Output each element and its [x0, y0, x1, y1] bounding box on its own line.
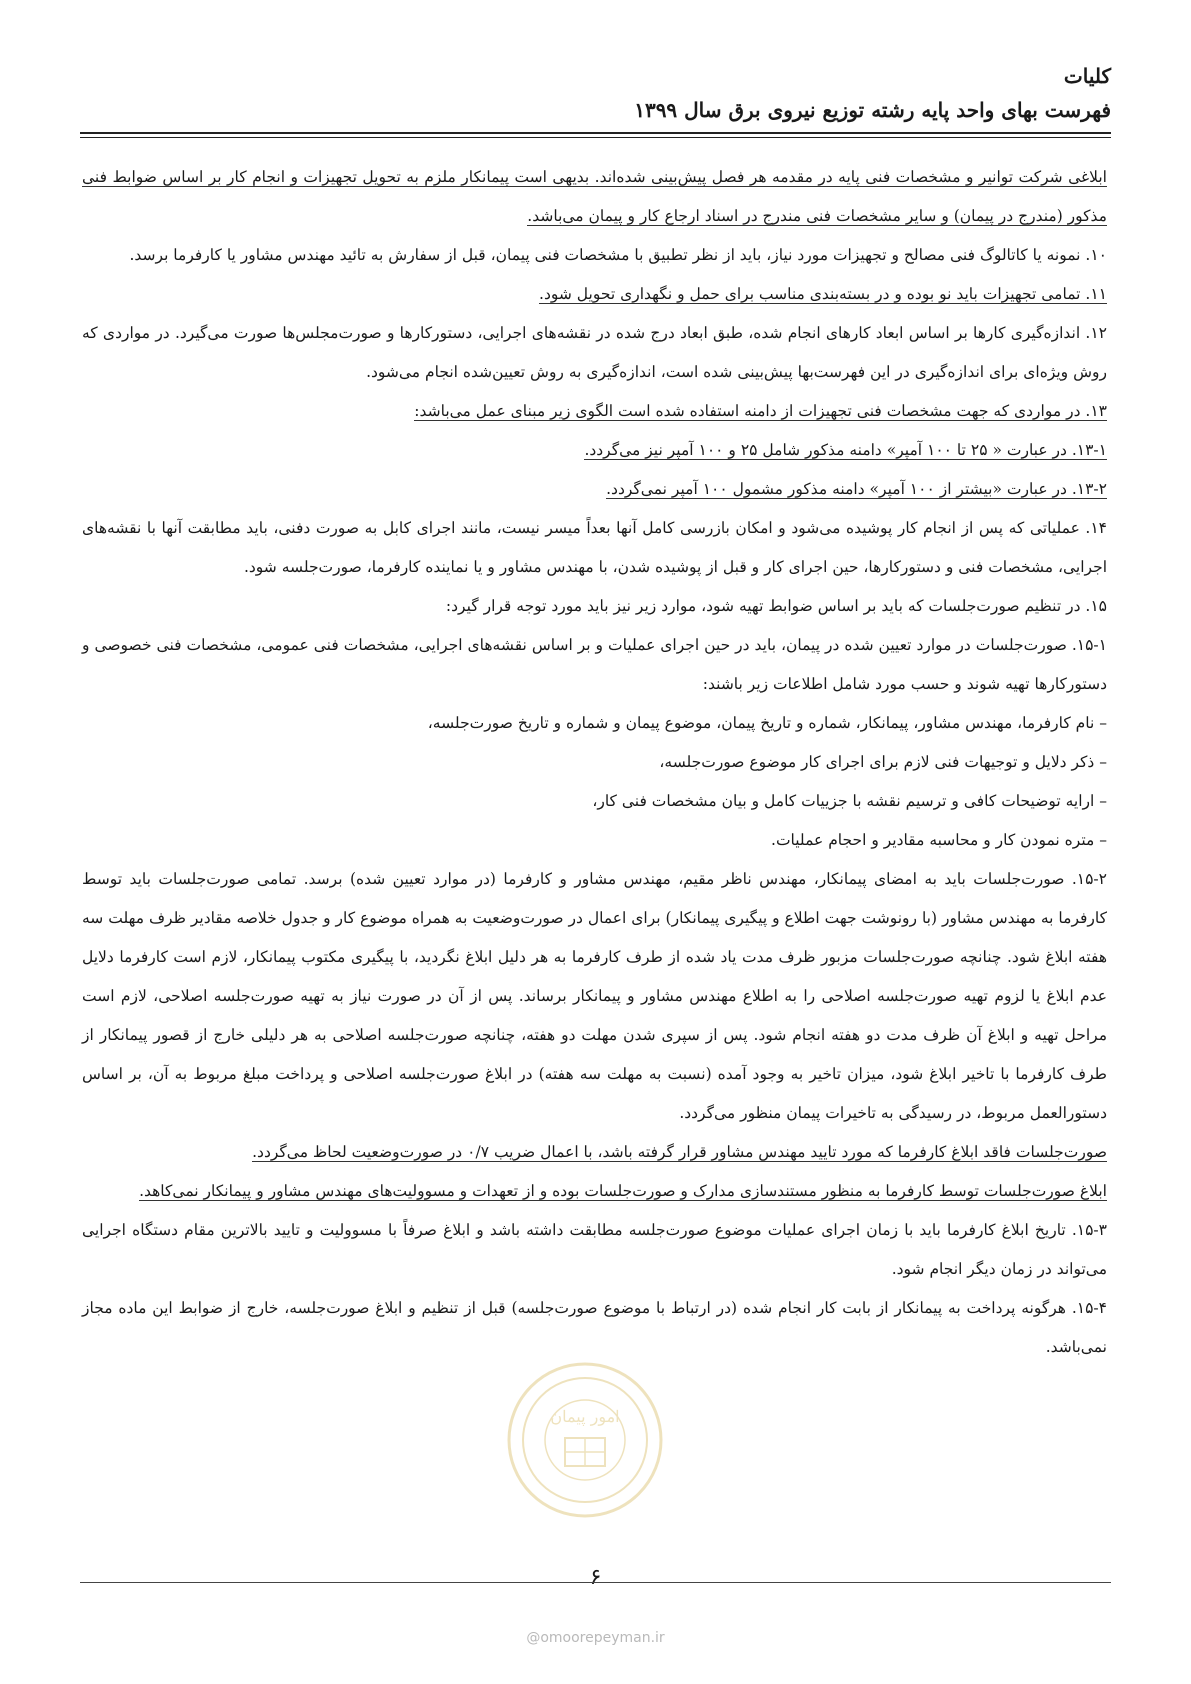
list-item: [82, 782, 1107, 821]
paragraph: [82, 392, 1107, 431]
paragraph-text: ۱۲. اندازه‌گیری کارها بر اساس ابعاد کارهای انجام شده، طبق ابعاد درج شده در نقشه‌های اجرایی، دستورکارها و صورت‌مجلس‌ها صورت می‌گیرد. در مواردی که روش ویژه‌ای برای اندازه‌گیری در این فهرست‌بها پیش‌بینی شده است، اندازه‌گیری به روش تعیین‌شده انجام می‌شود.: [82, 324, 1107, 381]
paragraph: [82, 626, 1107, 704]
paragraph: [82, 860, 1107, 1133]
paragraph: [82, 431, 1107, 470]
list-item: [82, 704, 1107, 743]
paragraph-text: ۱۳-۲. در عبارت «بیشتر از ۱۰۰ آمپر» دامنه مذکور مشمول ۱۰۰ آمپر نمی‌گردد.: [606, 480, 1107, 498]
paragraph-text: ۱۴. عملیاتی که پس از انجام کار پوشیده می‌شود و امکان بازرسی کامل آنها بعداً میسر نیست، مانند اجرای کابل به صورت دفنی، باید مطابقت آنها با نقشه‌های اجرایی، مشخصات فنی و دستورکارها، حین اجرای کار و قبل از پوشیده شدن، با مهندس مشاور و یا نماینده کارفرما، صورت‌جلسه شود.: [82, 519, 1107, 576]
paragraph-text: ۱۵-۴. هرگونه پرداخت به پیمانکار از بابت کار انجام شده (در ارتباط با موضوع صورت‌جلسه) قبل از تنظیم و ابلاغ صورت‌جلسه، خارج از ضوابط این ماده مجاز نمی‌باشد.: [82, 1299, 1107, 1356]
paragraph: [82, 1172, 1107, 1211]
paragraph: [82, 275, 1107, 314]
paragraph-text: – ارایه توضیحات کافی و ترسیم نقشه با جزییات کامل و بیان مشخصات فنی کار،: [592, 792, 1107, 810]
paragraph-text: ۱۱. تمامی تجهیزات باید نو بوده و در بسته‌بندی مناسب برای حمل و نگهداری تحویل شود.: [539, 285, 1107, 303]
document-body: [82, 158, 1107, 1367]
paragraph: [82, 314, 1107, 392]
paragraph-text: ۱۳. در مواردی که جهت مشخصات فنی تجهیزات از دامنه استفاده شده است الگوی زیر مبنای عمل می‌باشد:: [414, 402, 1107, 420]
paragraph: [82, 1133, 1107, 1172]
paragraph-text: ۱۰. نمونه یا کاتالوگ فنی مصالح و تجهیزات مورد نیاز، باید از نظر تطبیق با مشخصات فنی پیمان، قبل از سفارش به تائید مهندس مشاور یا کارفرما برسد.: [129, 246, 1107, 264]
header-title: کلیات: [1063, 64, 1111, 88]
page-number: ۶: [589, 1565, 602, 1590]
paragraph-text: صورت‌جلسات فاقد ابلاغ کارفرما که مورد تایید مهندس مشاور قرار گرفته باشد، با اعمال ضریب ۰/۷ در صورت‌وضعیت لحاظ می‌گردد.: [252, 1143, 1107, 1161]
header-rule-thin: [80, 137, 1111, 138]
paragraph: [82, 236, 1107, 275]
paragraph-text: ۱۵-۳. تاریخ ابلاغ کارفرما باید با زمان اجرای عملیات موضوع صورت‌جلسه مطابقت داشته باشد و ابلاغ صرفاً با مسوولیت و تایید بالاترین مقام دستگاه اجرایی می‌تواند در زمان دیگر انجام شود.: [82, 1221, 1107, 1278]
paragraph: [82, 1211, 1107, 1289]
paragraph-text: ابلاغی شرکت توانیر و مشخصات فنی پایه در مقدمه هر فصل پیش‌بینی شده‌اند. بدیهی است پیمانکار ملزم به تحویل تجهیزات و انجام کار بر اساس ضوابط فنی مذکور (مندرج در پیمان) و سایر مشخصات فنی مندرج در اسناد ارجاع کار و پیمان می‌باشد.: [82, 168, 1107, 225]
paragraph: [82, 470, 1107, 509]
paragraph: [82, 158, 1107, 236]
watermark-seal-icon: [505, 1360, 665, 1520]
paragraph-text: ۱۵-۲. صورت‌جلسات باید به امضای پیمانکار، مهندس ناظر مقیم، مهندس مشاور و کارفرما (در موارد تعیین شده) برسد. تمامی صورت‌جلسات باید توسط کارفرما به مهندس مشاور (با رونوشت جهت اطلاع و پیگیری پیمانکار) برای اعمال در صورت‌وضعیت به همراه موضوع کار و جدول خلاصه مقادیر ظرف مهلت سه هفته ابلاغ شود. چنانچه صورت‌جلسات مزبور ظرف مدت یاد شده از طرف کارفرما به هر دلیل ابلاغ نگردید، با پیگیری مکتوب پیمانکار، لازم است کارفرما دلایل عدم ابلاغ یا لزوم تهیه صورت‌جلسه اصلاحی را به اطلاع مهندس مشاور و پیمانکار برساند. پس از آن در صورت نیاز به تهیه صورت‌جلسه اصلاحی، لازم است مراحل تهیه و ابلاغ آن ظرف مدت دو هفته انجام شود. پس از سپری شدن مهلت دو هفته، چنانچه صورت‌جلسه اصلاحی به هر دلیلی خارج از قصور پیمانکار از طرف کارفرما با تاخیر ابلاغ شود، میزان تاخیر به وجود آمده (نسبت به مهلت سه هفته) در ابلاغ صورت‌جلسه اصلاحی و پرداخت مبلغ مربوط به آن، بر اساس دستورالعمل مربوط، در رسیدگی به تاخیرات پیمان منظور می‌گردد.: [82, 870, 1108, 1122]
paragraph: [82, 587, 1107, 626]
paragraph-text: ۱۵-۱. صورت‌جلسات در موارد تعیین شده در پیمان، باید در حین اجرای عملیات و بر اساس نقشه‌های اجرایی، مشخصات فنی عمومی، مشخصات فنی خصوصی و دستورکارها تهیه شوند و حسب مورد شامل اطلاعات زیر باشند:: [82, 636, 1107, 693]
paragraph-text: – نام کارفرما، مهندس مشاور، پیمانکار، شماره و تاریخ پیمان، موضوع پیمان و شماره و تاریخ صورت‌جلسه،: [427, 714, 1107, 732]
list-item: [82, 821, 1107, 860]
paragraph-text: ابلاغ صورت‌جلسات توسط کارفرما به منظور مستندسازی مدارک و صورت‌جلسات بوده و از تعهدات و مسوولیت‌های مهندس مشاور و پیمانکار نمی‌کاهد.: [139, 1182, 1107, 1200]
paragraph: [82, 1289, 1107, 1367]
paragraph-text: ۱۵. در تنظیم صورت‌جلسات که باید بر اساس ضوابط تهیه شود، موارد زیر نیز باید مورد توجه قرار گیرد:: [445, 597, 1107, 615]
footer-rule: [80, 1582, 1111, 1583]
list-item: [82, 743, 1107, 782]
paragraph-text: ۱۳-۱. در عبارت « ۲۵ تا ۱۰۰ آمپر» دامنه مذکور شامل ۲۵ و ۱۰۰ آمپر نیز می‌گردد.: [584, 441, 1107, 459]
header-rule-thick: [80, 132, 1111, 134]
seal-text: امور پیمان: [550, 1407, 620, 1426]
website-watermark: @omoorepeyman.ir: [526, 1630, 665, 1646]
header-subtitle: فهرست بهای واحد پایه رشته توزیع نیروی برق سال ۱۳۹۹: [634, 98, 1111, 122]
paragraph: [82, 509, 1107, 587]
paragraph-text: – ذکر دلایل و توجیهات فنی لازم برای اجرای کار موضوع صورت‌جلسه،: [659, 753, 1107, 771]
paragraph-text: – متره نمودن کار و محاسبه مقادیر و احجام عملیات.: [771, 831, 1107, 849]
